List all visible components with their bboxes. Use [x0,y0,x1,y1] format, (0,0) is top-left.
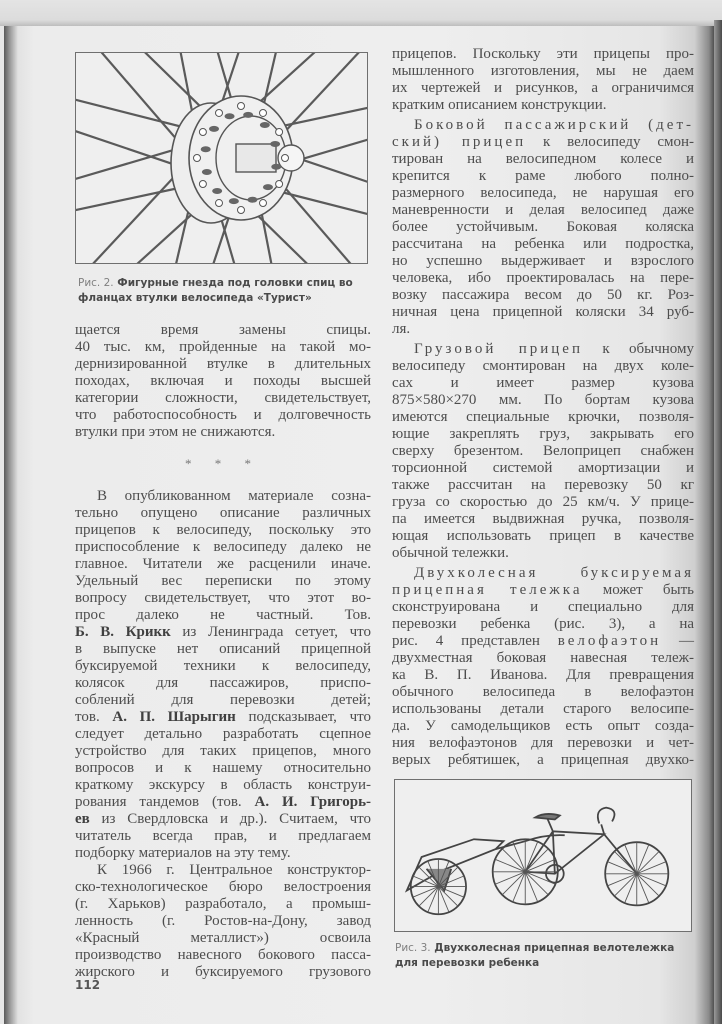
text-line: краткому экскурсу в область конструи- [75,777,371,793]
text-line: их чертежей и рисунков, а ограничимся [392,80,694,96]
figure-3-caption-line1: Двухколесная прицепная велотележка [434,942,675,954]
wheel-spoke [614,874,636,896]
text-line: размерного велосипеда, не нарушая его [392,185,694,201]
text-line: кратким описанием конструкции. [392,97,607,113]
text-line: приспособление к велосипеду далеко не [75,539,371,555]
bicycle-trailer-drawing [395,780,691,931]
text-line: что работоспособность и долговечность [75,407,371,423]
page-binding-edge [714,20,722,1024]
text-line [75,794,371,811]
text-line: ско-технологическое бюро велостроения [75,879,371,895]
text-fragment: — [661,633,694,649]
figure-3-label: Рис. 3. [395,942,431,954]
figure-3-caption-line2: для перевозки ребенка [395,957,540,969]
spoke-head-socket [247,197,257,203]
text-line: ля. [392,321,411,337]
text-line: ющая использовать прицеп в качестве [392,528,694,544]
text-line: па имеется выдвижная ручка, позволя- [392,511,694,527]
text-line: походах, включая и походы высшей [75,373,371,389]
text-line: вопросу свидетельствует, что этот во- [75,590,371,606]
text-line: груза со скоростью до 25 км/ч. У прице- [392,494,694,510]
text-line: мышленного изготовления, мы не даем [392,63,694,79]
text-line: крепится к раме любого полно- [392,168,694,184]
paragraph-readers-letters [75,488,371,862]
text-line: рассчитана на ребенка или подростка, [392,236,694,252]
page-number: 112 [75,978,101,992]
wheel-spoke [525,849,548,872]
text-fragment: рис. 4 представлен [392,633,558,649]
text-line: К 1966 г. Центральное конструктор- [97,862,371,878]
text-fragment: из Свердловска и др.). Считаем, что [89,811,371,827]
wheel-spoke [525,872,548,895]
paragraph-side-passenger-trailer [392,117,694,338]
text-line: более устойчивым. Боковая коляска [392,219,694,235]
spoke-head-socket [270,141,280,147]
axle-nut [236,144,276,172]
text-line: устройство для таких прицепов, много [75,743,371,759]
text-line: категории сложности, свидетельствует, [75,390,371,406]
left-text-column [75,322,371,981]
wheel-spoke [637,851,659,873]
term-two-wheel-towed: Двухколесная буксируемая [414,565,694,581]
paragraph-hub-conclusion [75,322,371,441]
spoke [276,178,367,263]
hub-drawing [76,53,367,263]
scan-top-margin [0,0,722,26]
spoke-head-socket [229,198,239,204]
text-line: ющие закреплять груз, закрывать его [392,426,694,442]
wheel-spoke [502,849,525,872]
spoke-head-socket [212,188,222,194]
text-line [392,582,694,599]
text-line: ленность (г. Ростов-на-Дону, завод [75,913,371,929]
term-trailer-cart: прицепная тележка [392,582,583,598]
text-line: читатель всегда прав, и предлагаем [75,828,371,844]
text-line: велосипеду смонтирован на двух коле- [392,358,694,374]
text-line: но успешно выдерживает и взрослого [392,253,694,269]
text-line [392,134,694,151]
text-line: обычного велосипеда в велофаэтон [392,684,694,700]
spoke [153,53,194,118]
text-line [392,117,694,134]
spoke [76,97,171,164]
text-line: подборку материалов на эту тему. [75,845,291,861]
spoke-hole [276,129,283,136]
text-line: втулки при этом не снижаются. [75,424,276,440]
text-line: тирован на велосипедном колесе и [392,151,694,167]
text-line: также рассчитан на перевозку 50 кг [392,477,694,493]
spoke-hole [238,207,245,214]
text-line [75,709,371,726]
figure-2-caption-line1: Фигурные гнезда под головки спиц во [117,277,353,289]
text-line: прицепов. Поскольку эти прицепы про- [392,46,694,62]
text-line: тельно опущено описание различных [75,505,371,521]
figure-2-caption-line2: фланцах втулки велосипеда «Турист» [78,292,312,304]
figure-3-caption [395,941,705,971]
spoke [277,53,367,140]
text-line: дернизированной втулке в длительных [75,356,371,372]
text-line: сконструирована и специально для [392,599,694,615]
text-line: человека, ибо проектировалась на пере- [392,270,694,286]
spoke-hole [216,109,223,116]
text-fragment: подсказывает, что [235,709,371,725]
text-line: в выпуске нет описаний прицепной [75,641,371,657]
text-line: возку пассажира весом до 50 кг. Роз- [392,287,694,303]
spoke-head-socket [209,126,219,132]
person-name-grigoriev-part2: ев [75,811,90,827]
text-line [392,633,694,650]
wheel-spoke [419,887,439,907]
paragraph-industrial-trailers [392,46,694,114]
text-line [75,811,371,828]
text-line: 40 тыс. км, пройденные на такой мо- [75,339,371,355]
text-line: верых ребятишек, а прицепная двухко- [392,752,694,768]
text-line: ка В. П. Иванова. Для превращения [392,667,694,683]
spoke-head-socket [202,169,212,175]
text-line: прос далеко не частный. Тов. [75,607,371,623]
bicycle-handlebar [598,808,615,824]
spoke-head-socket [271,164,281,170]
text-line [392,565,694,582]
text-fragment: тов. [75,709,113,725]
text-line: щается время замены спицы. [75,322,371,338]
text-line: В опубликованном материале созна- [97,488,371,504]
spoke-hole [276,181,283,188]
text-line: да. У самодельщиков есть опыт созда- [392,718,694,734]
text-line: ничная цена прицепной коляски 34 руб- [392,304,694,320]
text-line [75,624,371,641]
text-line: прицепов к велосипеду, поскольку это [75,522,371,538]
spoke-hole [238,103,245,110]
person-name-krikk: Б. В. Крикк [75,624,171,640]
text-line: «Красный металлист») освоила [75,930,371,946]
spoke-head-socket [225,113,235,119]
text-line: колясок для пассажиров, приспо- [75,675,371,691]
spoke-hole [260,109,267,116]
figure-2-caption [78,276,378,306]
text-fragment: к велосипеду смон- [526,134,695,150]
text-line: использованы детали старого велосипе- [392,701,694,717]
spoke-hole [199,129,206,136]
spoke-head-socket [243,112,253,118]
text-line: 875×580×270 мм. По бортам кузова [392,392,694,408]
term-cargo-trailer: Грузовой прицеп [414,341,583,357]
spoke-head-socket [201,146,211,152]
person-name-grigoriev-part1: А. И. Григорь- [254,794,371,810]
text-line: сах и имеет размер кузова [392,375,694,391]
section-separator: * * * [185,456,261,471]
spoke-hole [199,181,206,188]
text-line: обычной тележки. [392,545,509,561]
text-line: имеются специальные крючки, позволя- [392,409,694,425]
text-line: двухместная боковая навесная тележ- [392,650,694,666]
text-fragment: к обычному [583,341,694,357]
text-line: (г. Харьков) разработало, а промыш- [75,896,371,912]
text-line: Удельный вес переписки по этому [75,573,371,589]
term-trailer: ский) прицеп [392,134,527,150]
figure-2-hub-illustration [75,52,368,264]
figure-3-bicycle-trailer-illustration [394,779,692,932]
text-line: торсионной системой амортизации и [392,460,694,476]
wheel-spoke [438,887,458,907]
spoke [76,176,175,263]
wheel-spoke [637,874,659,896]
wheel-spoke [614,851,636,873]
spoke-hole [216,200,223,207]
right-text-column [392,46,694,769]
text-line: вопросов и к нашему относительно [75,760,371,776]
spoke [76,53,176,138]
text-line [392,341,694,358]
spoke-hole [194,155,201,162]
text-fragment: рования тандемов (тов. [75,794,255,810]
text-line: перевозки ребенка (рис. 3), а на [392,616,694,632]
text-line: сверху брезентом. Велоприцеп снабжен [392,443,694,459]
spoke-hole [260,200,267,207]
text-fragment: из Ленинграда сетует, что [170,624,371,640]
spoke-hole [282,155,289,162]
text-line: маневренности и делая велосипед даже [392,202,694,218]
text-line: главное. Читатели же расценили иначе. [75,556,371,572]
text-line: буксируемой техники к велосипеду, [75,658,371,674]
paragraph-1966-production [75,862,371,981]
bicycle-saddle [535,814,560,820]
spoke [270,85,367,129]
paragraph-two-wheel-trailer [392,565,694,769]
wheel-spoke [502,872,525,895]
spoke-head-socket [260,122,270,128]
text-line: следует детально разработать сцепное [75,726,371,742]
term-side-passenger-trailer: Боковой пассажирский (дет- [414,117,694,133]
figure-2-label: Рис. 2. [78,277,114,289]
person-name-sharygin: А. П. Шарыгин [112,709,236,725]
text-line: ния велофаэтонов для перевозки и чет- [392,735,694,751]
term-velophaeton: велофаэтон [557,633,662,649]
spoke [269,189,367,241]
spoke-head-socket [263,184,273,190]
text-line: соблений для перевозки детей; [75,692,371,708]
paragraph-cargo-trailer [392,341,694,562]
text-fragment: может быть [582,582,694,598]
text-line: производство навесного бокового пасса- [75,947,371,963]
text-line: жирского и буксируемого грузового [75,964,371,980]
